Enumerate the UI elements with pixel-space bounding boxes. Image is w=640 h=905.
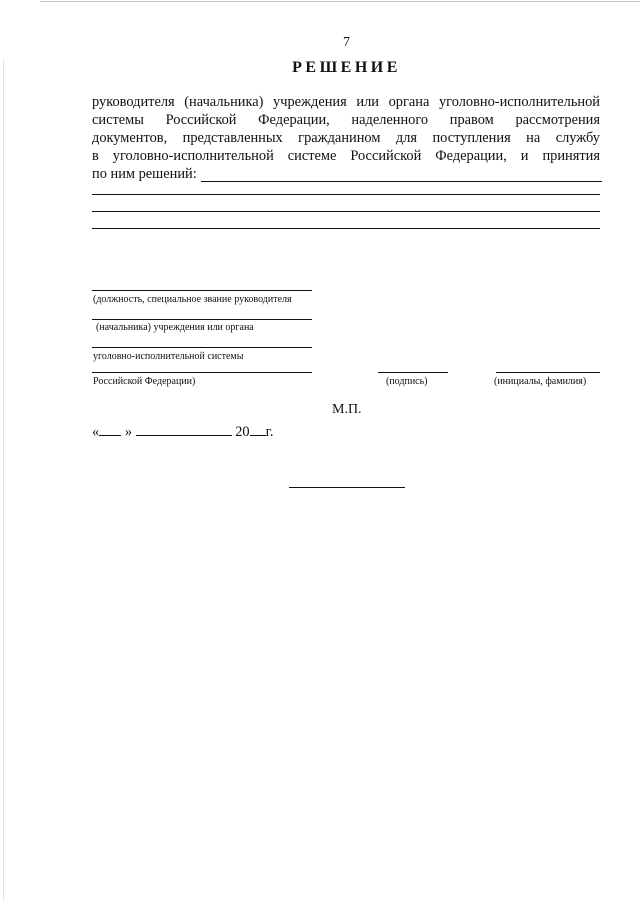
page-left-edge [3, 60, 4, 900]
position-caption-2: (начальника) учреждения или органа [96, 322, 254, 333]
body-text-line-3: документов, представленных гражданином для поступления на службу [92, 130, 600, 146]
name-caption: (инициалы, фамилия) [494, 376, 587, 387]
year-suffix: г. [265, 424, 274, 440]
body-text-line-2: системы Российской Федерации, наделенного правом рассмотрения [92, 112, 600, 128]
position-caption-3: уголовно-исполнительной системы [93, 351, 244, 362]
year-prefix: 20 [235, 424, 250, 440]
document-title: РЕШЕНИЕ [292, 59, 401, 76]
year-blank[interactable] [250, 421, 266, 436]
page-top-edge [40, 1, 640, 2]
body-text-line-1: руководителя (начальника) учреждения или органа уголовно-исполнительной [92, 94, 600, 110]
page-number: 7 [343, 35, 350, 50]
date-line [92, 421, 274, 441]
position-blank-line-3[interactable] [92, 347, 312, 348]
decision-label: по ним решений: [92, 166, 197, 182]
position-caption-4: Российской Федерации) [93, 376, 196, 387]
month-blank[interactable] [136, 421, 232, 436]
position-blank-line-4[interactable] [92, 372, 312, 373]
decision-fill-line[interactable] [201, 181, 602, 182]
decision-blank-line-3[interactable] [92, 228, 600, 229]
position-blank-line-2[interactable] [92, 319, 312, 320]
day-blank[interactable] [99, 421, 121, 436]
position-caption-1: (должность, специальное звание руководителя [93, 294, 292, 305]
date-close-quote: » [124, 424, 133, 440]
signature-blank-line[interactable] [378, 372, 448, 373]
body-text-line-4: в уголовно-исполнительной системе Российской Федерации, и принятия [92, 148, 600, 164]
name-blank-line[interactable] [496, 372, 600, 373]
end-separator-line [289, 487, 405, 488]
decision-blank-line-2[interactable] [92, 211, 600, 212]
date-open-quote: « [92, 424, 100, 440]
stamp-place-label: М.П. [332, 402, 362, 417]
decision-line [92, 165, 602, 183]
decision-blank-line-1[interactable] [92, 194, 600, 195]
signature-caption: (подпись) [386, 376, 428, 387]
position-blank-line-1[interactable] [92, 290, 312, 291]
